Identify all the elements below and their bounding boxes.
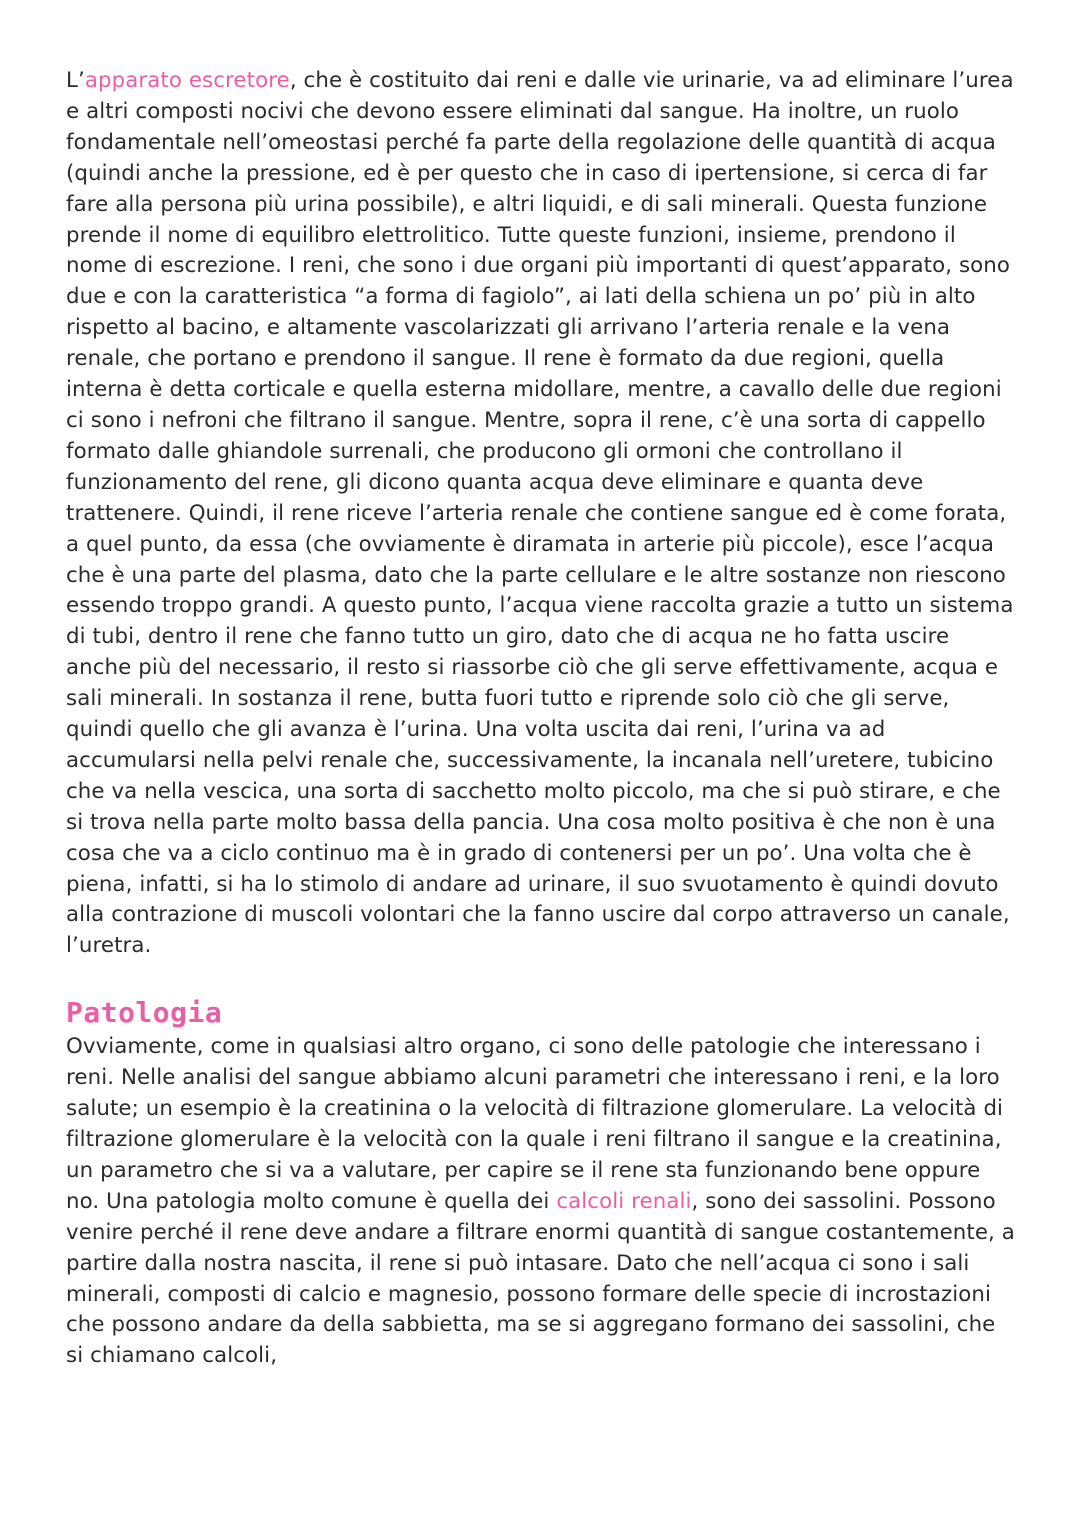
section-heading-patologia: Patologia — [66, 996, 223, 1030]
document-page — [66, 66, 1018, 1372]
paragraph-pathology — [66, 1032, 1018, 1372]
paragraph-body: , che è costituito dai reni e dalle vie urinarie, va ad eliminare l’urea e altri composti nocivi che devono essere eliminati dal sangue. Ha inoltre, un ruolo fondamentale nell’omeostasi perché fa parte della regolazione delle quantità di acqua (quindi anche la pressione, ed è per questo che in caso di ipertensione, si cerca di far fare alla persona più urina possibile), e altri liquidi, e di sali minerali. Questa funzione prende il nome di equilibro elettrolitico. Tutte queste funzioni, insieme, prendono il nome di escrezione. I reni, che sono i due organi più importanti di quest’apparato, sono due e con la caratteristica “a forma di fagiolo”, ai lati della schiena un po’ più in alto rispetto al bacino, e altamente vascolarizzati gli arrivano l’arteria renale e la vena renale, che portano e prendono il sangue. Il rene è formato da due regioni, quella interna è detta corticale e quella esterna midollare, mentre, a cavallo delle due regioni ci sono i nefroni che filtrano il sangue. Mentre, sopra il rene, c’è una sorta di cappello formato dalle ghiandole surrenali, che producono gli ormoni che controllano il funzionamento del rene, gli dicono quanta acqua deve eliminare e quanta deve trattenere. Quindi, il rene riceve l’arteria renale che contiene sangue ed è come forata, a quel punto, da essa (che ovviamente è diramata in arterie più piccole), esce l’acqua che è una parte del plasma, dato che la parte cellulare e le altre sostanze non riescono essendo troppo grandi. A questo punto, l’acqua viene raccolta grazie a tutto un sistema di tubi, dentro il rene che fanno tutto un giro, dato che di acqua ne ho fatta uscire anche più del necessario, il resto si riassorbe ciò che gli serve effettivamente, acqua e sali minerali. In sostanza il rene, butta fuori tutto e riprende solo ciò che gli serve, quindi quello che gli avanza è l’urina. Una volta uscita dai reni, l’urina va ad accumularsi nella pelvi renale che, successivamente, la incanala nell’uretere, tubicino che va nella vescica, una sorta di sacchetto molto piccolo, ma che si può stirare, e che si trova nella parte molto bassa della pancia. Una cosa molto positiva è che non è una cosa che va a ciclo continuo ma è in grado di contenersi per un po’. Una volta che è piena, infatti, si ha lo stimolo di andare ad urinare, il suo svuotamento è quindi dovuto alla contrazione di muscoli volontari che la fanno uscire dal corpo attraverso un canale, l’uretra. — [66, 68, 1014, 959]
paragraph-body-before: Ovviamente, come in qualsiasi altro organo, ci sono delle patologie che interessano i reni. Nelle analisi del sangue abbiamo alcuni parametri che interessano i reni, e la loro salute; un esempio è la creatinina o la velocità di filtrazione glomerulare. La velocità di filtrazione glomerulare è la velocità con la quale i reni filtrano il sangue e la creatinina, un parametro che si va a valutare, per capire se il rene sta funzionando bene oppure no. Una patologia molto comune è quella dei — [66, 1034, 1004, 1214]
paragraph-body-after: , sono dei sassolini. Possono venire perché il rene deve andare a filtrare enormi quantità di sangue costantemente, a partire dalla nostra nascita, il rene si può intasare. Dato che nell’acqua ci sono i sali minerali, composti di calcio e magnesio, possono formare delle specie di incrostazioni che possono andare da della sabbietta, ma se si aggregano formano dei sassolini, che si chiamano calcoli, — [66, 1188, 1015, 1369]
highlight-calcoli-renali: calcoli renali — [556, 1188, 692, 1214]
paragraph-excretory-system — [66, 66, 1018, 962]
highlight-apparato-escretore: apparato escretore — [84, 68, 290, 93]
paragraph-lead: L’ — [66, 68, 85, 93]
